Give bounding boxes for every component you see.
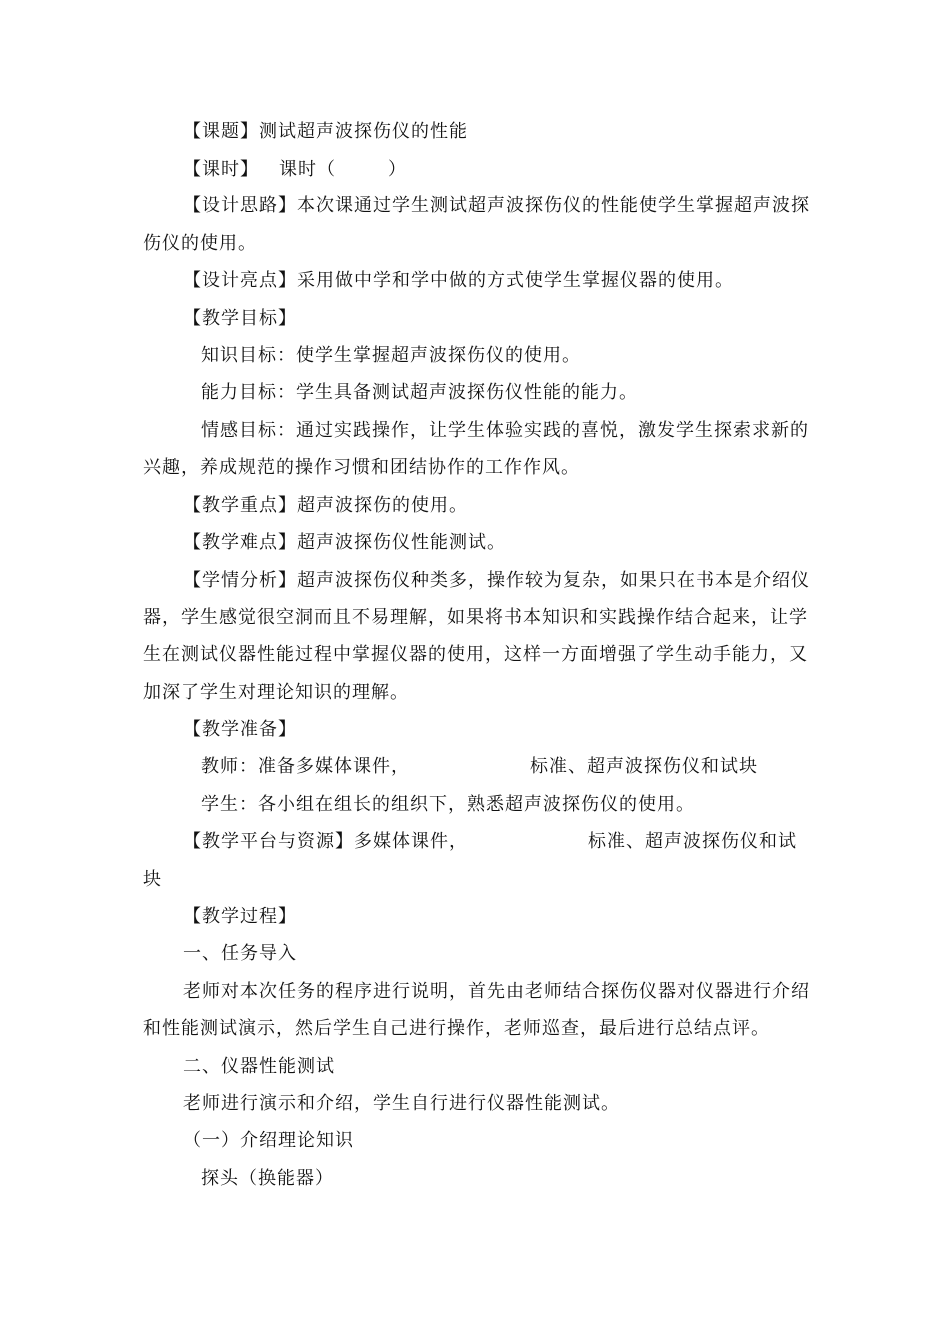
teaching-goals-heading: 【教学目标】 (183, 308, 297, 329)
goal-emotion-line-2: 兴趣，养成规范的操作习惯和团结协作的工作作风。 (143, 457, 580, 478)
perf-test-heading: 二、仪器性能测试 (183, 1056, 335, 1077)
perf-test-desc: 老师进行演示和介绍，学生自行进行仪器性能测试。 (183, 1093, 620, 1114)
design-idea-line-1: 【设计思路】本次课通过学生测试超声波探伤仪的性能使学生掌握超声波探 (183, 195, 810, 216)
design-idea-line-2: 伤仪的使用。 (143, 233, 257, 254)
lesson-hours (183, 157, 407, 183)
task-desc-line-1: 老师对本次任务的程序进行说明，首先由老师结合探伤仪器对仪器进行介绍 (183, 981, 810, 1002)
preparation-heading: 【教学准备】 (183, 719, 297, 740)
hours-label: 【课时】 (183, 159, 259, 180)
platform-part-a: 【教学平台与资源】多媒体课件， (183, 831, 468, 852)
prep-teacher-part-a: 教师：准备多媒体课件， (201, 756, 410, 777)
platform-part-b: 标准、超声波探伤仪和试 (588, 831, 797, 852)
hours-close: ） (388, 159, 407, 180)
probe-heading: 探头（换能器） (201, 1168, 334, 1189)
analysis-line-3: 生在测试仪器性能过程中掌握仪器的使用，这样一方面增强了学生动手能力，又 (143, 644, 808, 665)
difficulty: 【教学难点】超声波探伤仪性能测试。 (183, 532, 506, 553)
analysis-line-1: 【学情分析】超声波探伤仪种类多，操作较为复杂，如果只在书本是介绍仪 (183, 570, 810, 591)
prep-teacher-part-b: 标准、超声波探伤仪和试块 (530, 756, 758, 777)
design-highlight: 【设计亮点】采用做中学和学中做的方式使学生掌握仪器的使用。 (183, 270, 734, 291)
analysis-line-4: 加深了学生对理论知识的理解。 (143, 682, 409, 703)
prep-teacher (201, 754, 758, 780)
process-heading: 【教学过程】 (183, 906, 297, 927)
goal-ability: 能力目标：学生具备测试超声波探伤仪性能的能力。 (201, 382, 638, 403)
task-intro-heading: 一、任务导入 (183, 943, 297, 964)
platform-line-1 (183, 829, 797, 855)
prep-student: 学生：各小组在组长的组织下，熟悉超声波探伤仪的使用。 (201, 794, 695, 815)
theory-heading: （一）介绍理论知识 (183, 1130, 354, 1151)
lesson-title: 【课题】测试超声波探伤仪的性能 (183, 121, 468, 142)
platform-line-2: 块 (143, 869, 162, 890)
goal-knowledge: 知识目标：使学生掌握超声波探伤仪的使用。 (201, 345, 581, 366)
hours-value: 课时（ (279, 159, 336, 180)
analysis-line-2: 器，学生感觉很空洞而且不易理解，如果将书本知识和实践操作结合起来，让学 (143, 607, 808, 628)
goal-emotion-line-1: 情感目标：通过实践操作，让学生体验实践的喜悦，激发学生探索求新的 (201, 420, 809, 441)
key-point: 【教学重点】超声波探伤的使用。 (183, 495, 468, 516)
task-desc-line-2: 和性能测试演示，然后学生自己进行操作，老师巡查，最后进行总结点评。 (143, 1018, 770, 1039)
